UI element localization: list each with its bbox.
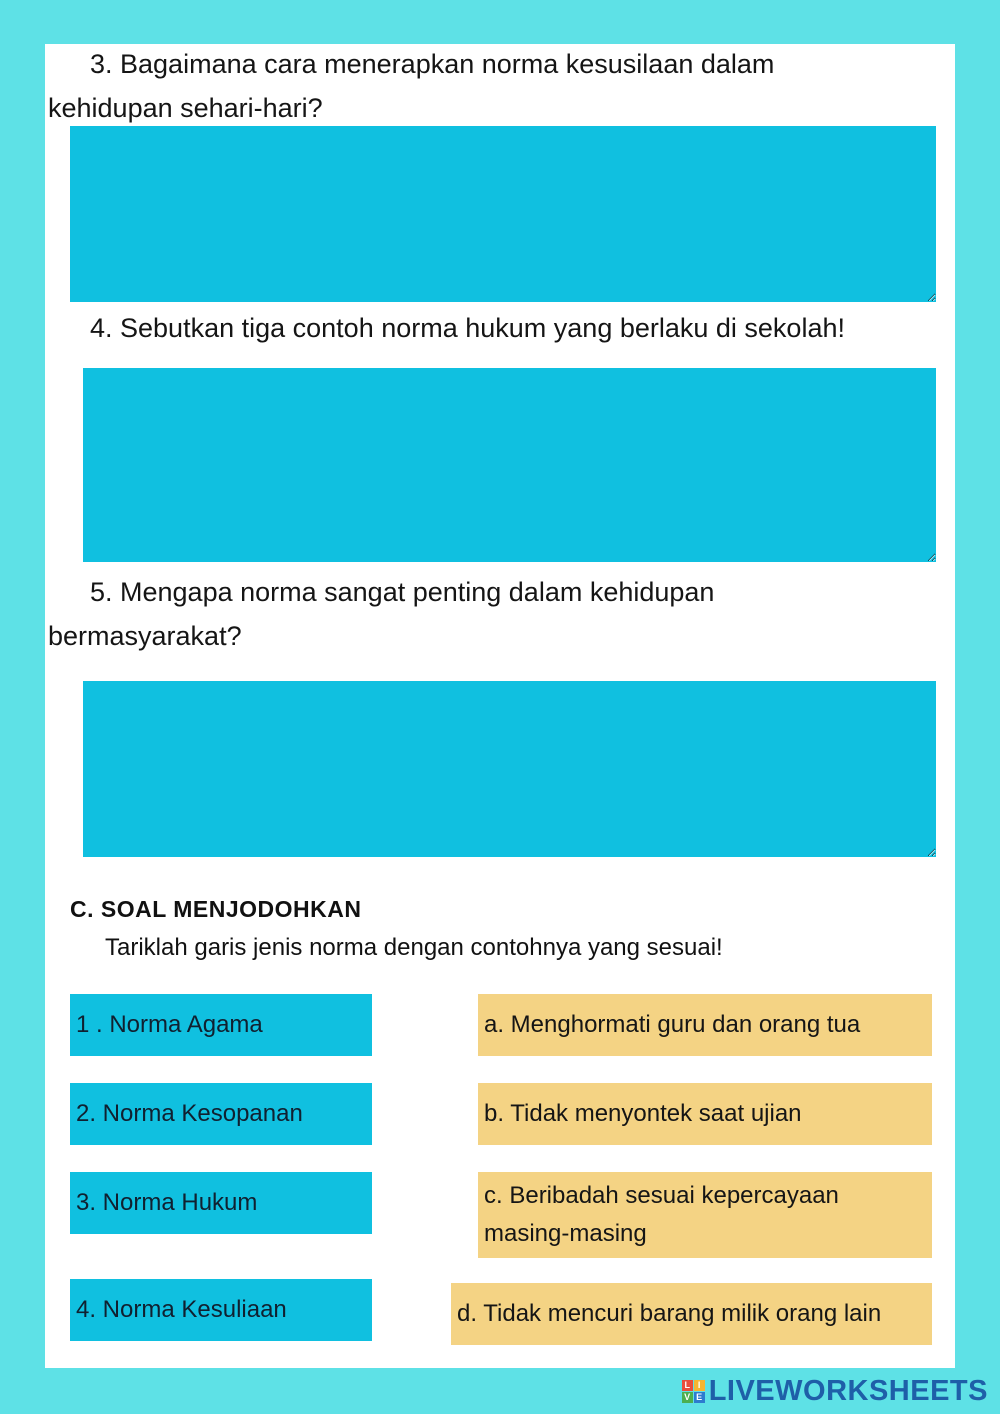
section-c-title: C. SOAL MENJODOHKAN: [70, 896, 362, 922]
match-right-item-a[interactable]: a. Menghormati guru dan orang tua: [478, 994, 932, 1056]
match-left-item-3[interactable]: 3. Norma Hukum: [70, 1172, 372, 1234]
question-3-line-2: kehidupan sehari-hari?: [48, 93, 323, 123]
match-right-item-d[interactable]: d. Tidak mencuri barang milik orang lain: [451, 1283, 932, 1345]
question-3-line-1: 3. Bagaimana cara menerapkan norma kesusilaan dalam: [90, 49, 775, 79]
answer-box-question-5[interactable]: [83, 681, 936, 857]
answer-box-question-4[interactable]: [83, 368, 936, 562]
match-right-item-c[interactable]: c. Beribadah sesuai kepercayaan masing-masing: [478, 1172, 932, 1258]
question-5-line-2: bermasyarakat?: [48, 621, 242, 651]
liveworksheets-logo: [682, 1375, 988, 1408]
liveworksheets-icon: L I V E: [682, 1380, 705, 1403]
liveworksheets-wordmark: LIVEWORKSHEETS: [708, 1375, 988, 1407]
match-left-item-1[interactable]: 1 . Norma Agama: [70, 994, 372, 1056]
question-4-line-1: 4. Sebutkan tiga contoh norma hukum yang berlaku di sekolah!: [90, 313, 845, 343]
match-left-item-4[interactable]: 4. Norma Kesuliaan: [70, 1279, 372, 1341]
match-left-item-2[interactable]: 2. Norma Kesopanan: [70, 1083, 372, 1145]
answer-box-question-3[interactable]: [70, 126, 936, 302]
question-5-line-1: 5. Mengapa norma sangat penting dalam kehidupan: [90, 577, 715, 607]
match-right-item-b[interactable]: b. Tidak menyontek saat ujian: [478, 1083, 932, 1145]
section-c-instruction: Tariklah garis jenis norma dengan contohnya yang sesuai!: [105, 934, 723, 961]
